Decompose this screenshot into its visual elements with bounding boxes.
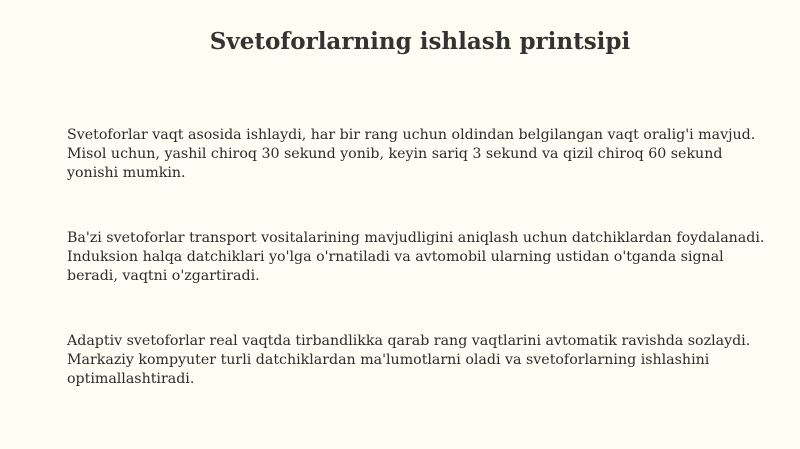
slide-title: Svetoforlarning ishlash printsipi: [209, 28, 631, 55]
paragraph-sensors: Ba'zi svetoforlar transport vositalarining mavjudligini aniqlash uchun datchiklardan foydalanadi. Induksion halqa datchiklari yo'lga o'rnatiladi va avtomobil ularning ustidan o'tganda signal beradi, vaqtni o'zgartiradi.: [67, 230, 765, 284]
paragraph-time-based: Svetoforlar vaqt asosida ishlaydi, har bir rang uchun oldindan belgilangan vaqt oralig'i mavjud. Misol uchun, yashil chiroq 30 sekund yonib, keyin sariq 3 sekund va qizil chiroq 60 sekund yonishi mumkin.: [67, 127, 756, 181]
paragraph-adaptive: Adaptiv svetoforlar real vaqtda tirbandlikka qarab rang vaqtlarini avtomatik ravishda sozlaydi. Markaziy kompyuter turli datchiklardan ma'lumotlarni oladi va svetoforlarning ishlashini optimallashtiradi.: [67, 333, 751, 387]
